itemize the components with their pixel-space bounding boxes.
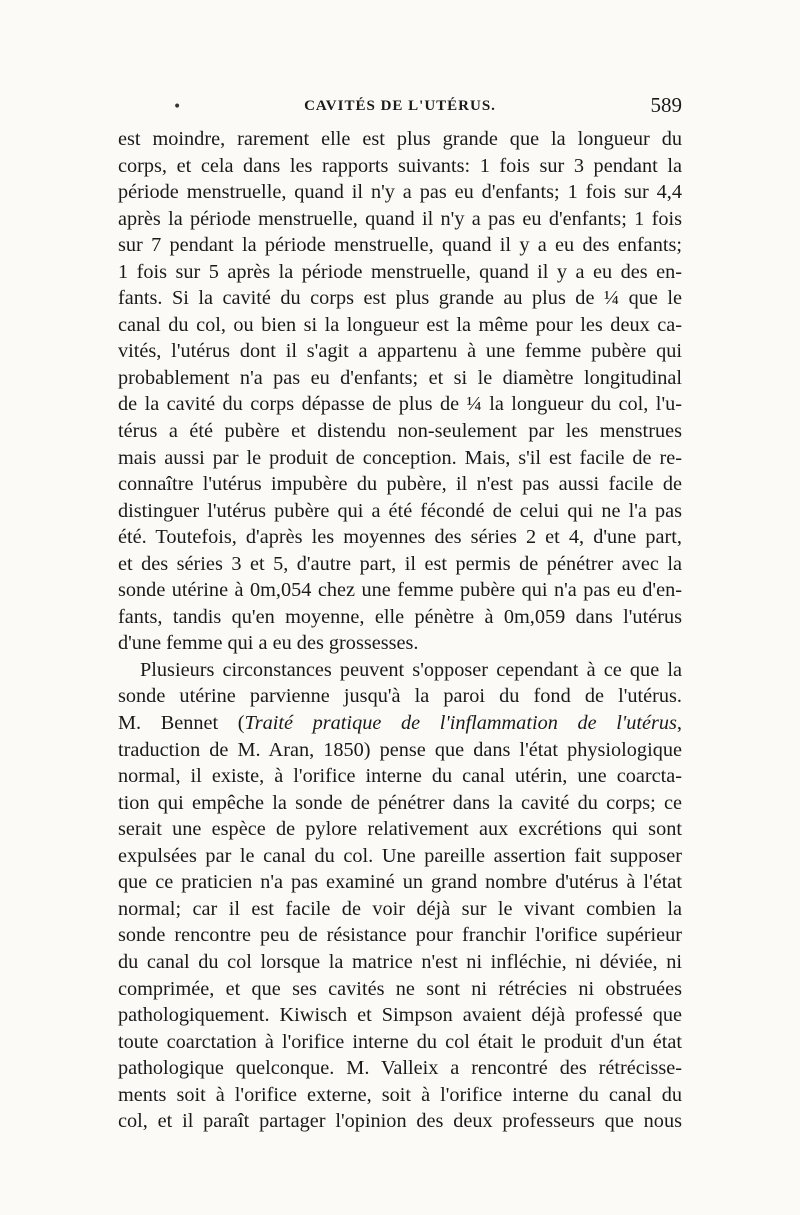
italic-title: Traité pratique de l'inflammation de l'utérus: [244, 712, 677, 735]
text-line: [118, 1055, 682, 1082]
text-segment: ments soit à l'orifice externe, soit à l'orifice interne du canal du: [118, 1083, 682, 1106]
text-line: [118, 843, 682, 870]
text-segment: période menstruelle, quand il n'y a pas eu d'enfants; 1 fois sur 4,4: [118, 181, 682, 204]
text-segment: distinguer l'utérus pubère qui a été fécondé de celui qui ne l'a pas: [118, 499, 682, 522]
text-line: [118, 922, 682, 949]
text-line: [118, 391, 682, 418]
text-line: [118, 976, 682, 1003]
text-segment: ,: [676, 712, 682, 735]
text-line: [118, 179, 682, 206]
text-line: [118, 365, 682, 392]
text-segment: expulsées par le canal du col. Une pareille assertion fait supposer: [118, 844, 682, 867]
text-line: [118, 551, 682, 578]
text-line: [118, 232, 682, 259]
text-segment: térus a été pubère et distendu non-seulement par les menstrues: [118, 420, 682, 443]
text-line: [118, 816, 682, 843]
text-segment: comprimée, et que ses cavités ne sont ni rétrécies ni obstruées: [118, 977, 682, 1000]
text-segment: tion qui empêche la sonde de pénétrer dans la cavité du corps; ce: [118, 791, 682, 814]
text-line: [118, 259, 682, 286]
text-line: [118, 418, 682, 445]
text-line: [118, 763, 682, 790]
text-line: [118, 285, 682, 312]
body-text: [118, 126, 682, 1135]
text-segment: probablement n'a pas eu d'enfants; et si le diamètre longitudinal: [118, 366, 682, 389]
text-segment: sonde utérine parvienne jusqu'à la paroi du fond de l'utérus.: [118, 685, 682, 708]
text-line: [118, 604, 682, 631]
running-title: CAVITÉS DE L'UTÉRUS.: [304, 98, 496, 114]
text-line: [118, 657, 682, 684]
text-line: [118, 896, 682, 923]
text-line: [118, 790, 682, 817]
text-segment: col, et il paraît partager l'opinion des deux professeurs que nous: [118, 1110, 682, 1133]
text-segment: du canal du col lorsque la matrice n'est ni infléchie, ni déviée, ni: [118, 950, 682, 973]
text-line: [118, 153, 682, 180]
text-segment: après la période menstruelle, quand il n'y a pas eu d'enfants; 1 fois: [118, 207, 682, 230]
text-line: [118, 630, 682, 657]
text-segment: 1 fois sur 5 après la période menstruelle, quand il y a eu des en-: [118, 260, 682, 283]
text-line: [118, 1029, 682, 1056]
running-header: [118, 95, 682, 125]
text-line: [118, 737, 682, 764]
text-segment: toute coarctation à l'orifice interne du col était le produit d'un état: [118, 1030, 682, 1053]
text-segment: normal, il existe, à l'orifice interne du canal utérin, une coarcta-: [118, 765, 682, 788]
text-line: [118, 471, 682, 498]
text-line: [118, 1002, 682, 1029]
page-number: 589: [650, 93, 682, 117]
text-segment: sur 7 pendant la période menstruelle, quand il y a eu des enfants;: [118, 234, 682, 257]
text-line: [118, 710, 682, 737]
text-line: [118, 498, 682, 525]
text-segment: que ce praticien n'a pas examiné un grand nombre d'utérus à l'état: [118, 871, 682, 894]
text-segment: M. Bennet (: [118, 712, 245, 735]
header-mark: •: [173, 99, 182, 115]
text-line: [118, 312, 682, 339]
text-segment: été. Toutefois, d'après les moyennes des séries 2 et 4, d'une part,: [118, 526, 682, 549]
text-segment: traduction de M. Aran, 1850) pense que dans l'état physiologique: [118, 738, 682, 761]
text-segment: pathologique quelconque. M. Valleix a rencontré des rétrécisse-: [118, 1057, 682, 1080]
text-segment: vités, l'utérus dont il s'agit a appartenu à une femme pubère qui: [118, 340, 682, 363]
text-line: [118, 1108, 682, 1135]
text-segment: est moindre, rarement elle est plus grande que la longueur du: [118, 128, 682, 150]
text-segment: mais aussi par le produit de conception. Mais, s'il est facile de re-: [118, 446, 682, 469]
text-line: [118, 524, 682, 551]
text-segment: de la cavité du corps dépasse de plus de ¼ la longueur du col, l'u-: [118, 393, 682, 416]
text-segment: canal du col, ou bien si la longueur est la même pour les deux ca-: [118, 313, 682, 336]
text-line: [118, 126, 682, 153]
text-segment: normal; car il est facile de voir déjà sur le vivant combien la: [118, 897, 682, 920]
text-segment: corps, et cela dans les rapports suivants: 1 fois sur 3 pendant la: [118, 154, 682, 177]
text-line: [118, 206, 682, 233]
text-segment: Plusieurs circonstances peuvent s'opposer cependant à ce que la: [140, 658, 682, 681]
text-segment: sonde rencontre peu de résistance pour franchir l'orifice supérieur: [118, 924, 682, 947]
text-segment: fants, tandis qu'en moyenne, elle pénètre à 0m,059 dans l'utérus: [118, 605, 682, 628]
text-line: [118, 1082, 682, 1109]
text-segment: sonde utérine à 0m,054 chez une femme pubère qui n'a pas eu d'en-: [118, 579, 682, 602]
text-line: [118, 683, 682, 710]
text-line: [118, 445, 682, 472]
text-segment: pathologiquement. Kiwisch et Simpson avaient déjà professé que: [118, 1004, 682, 1027]
text-segment: d'une femme qui a eu des grossesses.: [118, 632, 419, 655]
text-segment: et des séries 3 et 5, d'autre part, il est permis de pénétrer avec la: [118, 552, 682, 575]
text-line: [118, 577, 682, 604]
text-line: [118, 338, 682, 365]
text-line: [118, 949, 682, 976]
text-segment: fants. Si la cavité du corps est plus grande au plus de ¼ que le: [118, 287, 682, 310]
text-segment: serait une espèce de pylore relativement aux excrétions qui sont: [118, 818, 682, 841]
text-line: [118, 869, 682, 896]
text-segment: connaître l'utérus impubère du pubère, il n'est pas aussi facile de: [118, 473, 682, 496]
